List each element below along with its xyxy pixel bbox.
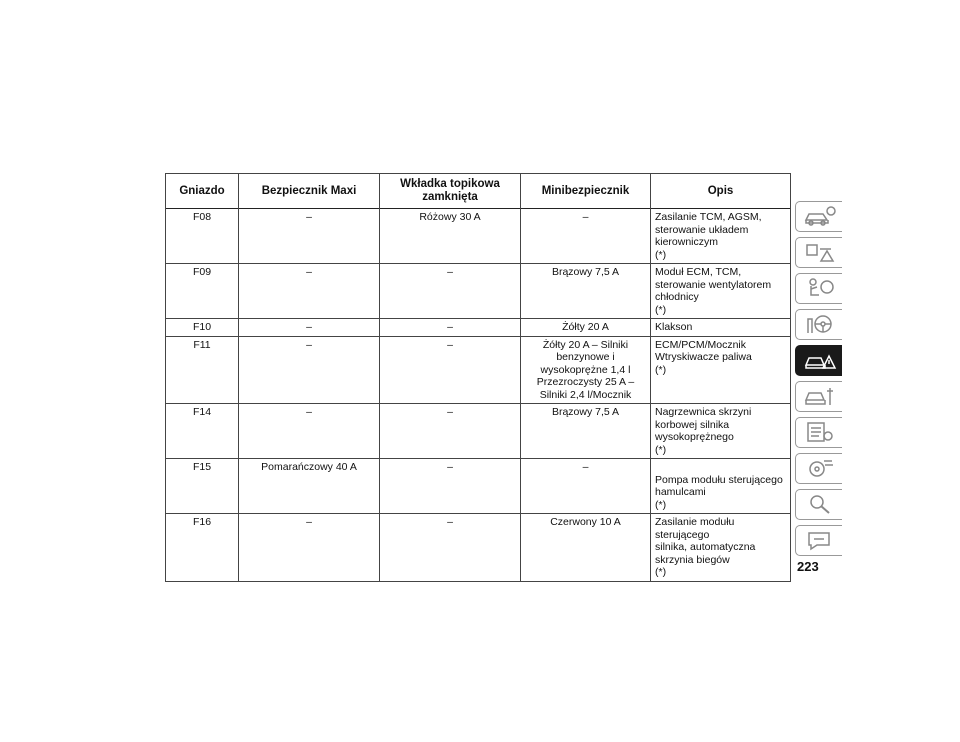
cell-line: Żółty 20 A: [562, 321, 609, 333]
maxi-fuse-cell: Pomarańczowy 40 A: [239, 459, 380, 514]
table-row: [166, 209, 791, 264]
chapter-tab-6[interactable]: [795, 381, 842, 412]
cartridge-fuse-cell: –: [380, 514, 521, 582]
description-cell: [651, 404, 791, 459]
chapter-tab-3[interactable]: [795, 273, 842, 304]
cell-line: Moduł ECM, TCM,: [655, 266, 742, 278]
cell-line: Zasilanie modułu sterującego: [655, 516, 735, 541]
chapter-tab-10[interactable]: [795, 525, 842, 556]
cell-line: Przezroczysty 25 A –: [536, 376, 635, 388]
cell-line: Pompa modułu sterującego: [655, 473, 783, 486]
cell-line: korbowej silnika: [655, 418, 730, 431]
page-number: 223: [797, 559, 819, 574]
cell-line: silnika, automatyczna: [655, 541, 756, 553]
header-mini-fuse: Minibezpiecznik: [521, 174, 651, 209]
cell-line: (*): [655, 443, 667, 456]
mini-fuse-cell: [521, 319, 651, 337]
chapter-tab-4[interactable]: [795, 309, 842, 340]
cell-line: chłodnicy: [655, 291, 699, 303]
socket-cell: F09: [166, 264, 239, 319]
table-row: [166, 264, 791, 319]
chapter-tab-1[interactable]: [795, 201, 842, 232]
table-row: [166, 319, 791, 337]
description-cell: [651, 319, 791, 337]
socket-cell: F08: [166, 209, 239, 264]
cell-line: (*): [655, 303, 667, 316]
mini-fuse-cell: [521, 459, 651, 514]
cell-line: (*): [655, 498, 667, 511]
cell-line: wysokoprężne 1,4 l: [540, 363, 631, 376]
header-description: Opis: [651, 174, 791, 209]
maxi-fuse-cell: –: [239, 209, 380, 264]
cell-line: (*): [655, 566, 667, 578]
chapter-tab-8[interactable]: [795, 453, 842, 484]
cell-line: benzynowe i: [556, 351, 615, 363]
table-row: [166, 459, 791, 514]
description-cell: [651, 209, 791, 264]
maxi-fuse-cell: –: [239, 336, 380, 404]
cell-line: Silniki 2,4 l/Mocznik: [539, 388, 632, 401]
cartridge-fuse-cell: Różowy 30 A: [380, 209, 521, 264]
maxi-fuse-cell: –: [239, 404, 380, 459]
chapter-tab-5[interactable]: [795, 345, 842, 376]
cell-line: wysokoprężnego: [655, 431, 734, 443]
table-header-row: [166, 174, 791, 209]
description-cell: [651, 336, 791, 404]
cell-line: [655, 461, 786, 474]
cell-line: Klakson: [655, 321, 693, 333]
chapter-tab-9[interactable]: [795, 489, 842, 520]
cartridge-fuse-cell: –: [380, 319, 521, 337]
cell-line: –: [582, 461, 589, 473]
mini-fuse-cell: [521, 209, 651, 264]
table-row: [166, 336, 791, 404]
socket-cell: F14: [166, 404, 239, 459]
cell-line: sterowanie układem: [655, 223, 749, 236]
socket-cell: F15: [166, 459, 239, 514]
maxi-fuse-cell: –: [239, 319, 380, 337]
cartridge-fuse-cell: –: [380, 264, 521, 319]
chapter-tab-2[interactable]: [795, 237, 842, 268]
cartridge-fuse-cell: –: [380, 459, 521, 514]
header-maxi-fuse: Bezpiecznik Maxi: [239, 174, 380, 209]
mini-fuse-cell: [521, 514, 651, 582]
maxi-fuse-cell: –: [239, 264, 380, 319]
cell-line: hamulcami: [655, 486, 706, 498]
socket-cell: F11: [166, 336, 239, 404]
cell-line: Żółty 20 A – Silniki: [542, 338, 629, 351]
socket-cell: F16: [166, 514, 239, 582]
cell-line: Nagrzewnica skrzyni: [655, 406, 752, 418]
description-cell: [651, 264, 791, 319]
description-cell: [651, 459, 791, 514]
fuse-table: [165, 173, 791, 582]
mini-fuse-cell: [521, 264, 651, 319]
maxi-fuse-cell: –: [239, 514, 380, 582]
cell-line: (*): [655, 248, 667, 261]
cell-line: Brązowy 7,5 A: [551, 266, 620, 278]
description-cell: [651, 514, 791, 582]
cell-line: skrzynia biegów: [655, 553, 730, 566]
socket-cell: F10: [166, 319, 239, 337]
cell-line: Zasilanie TCM, AGSM,: [655, 211, 762, 223]
cell-line: –: [582, 211, 589, 223]
cell-line: Wtryskiwacze paliwa: [655, 351, 752, 363]
cell-line: (*): [655, 363, 667, 376]
chapter-tab-7[interactable]: [795, 417, 842, 448]
table-row: [166, 514, 791, 582]
header-cartridge-fuse: Wkładka topikowa zamknięta: [380, 174, 521, 209]
cartridge-fuse-cell: –: [380, 336, 521, 404]
cell-line: kierowniczym: [655, 236, 719, 248]
header-socket: Gniazdo: [166, 174, 239, 209]
mini-fuse-cell: [521, 404, 651, 459]
chapter-tabs: [795, 201, 842, 561]
cartridge-fuse-cell: –: [380, 404, 521, 459]
cell-line: sterowanie wentylatorem: [655, 278, 772, 291]
mini-fuse-cell: [521, 336, 651, 404]
cell-line: Brązowy 7,5 A: [551, 406, 620, 418]
cell-line: Czerwony 10 A: [550, 516, 621, 528]
table-row: [166, 404, 791, 459]
cell-line: ECM/PCM/Mocznik: [655, 338, 747, 351]
